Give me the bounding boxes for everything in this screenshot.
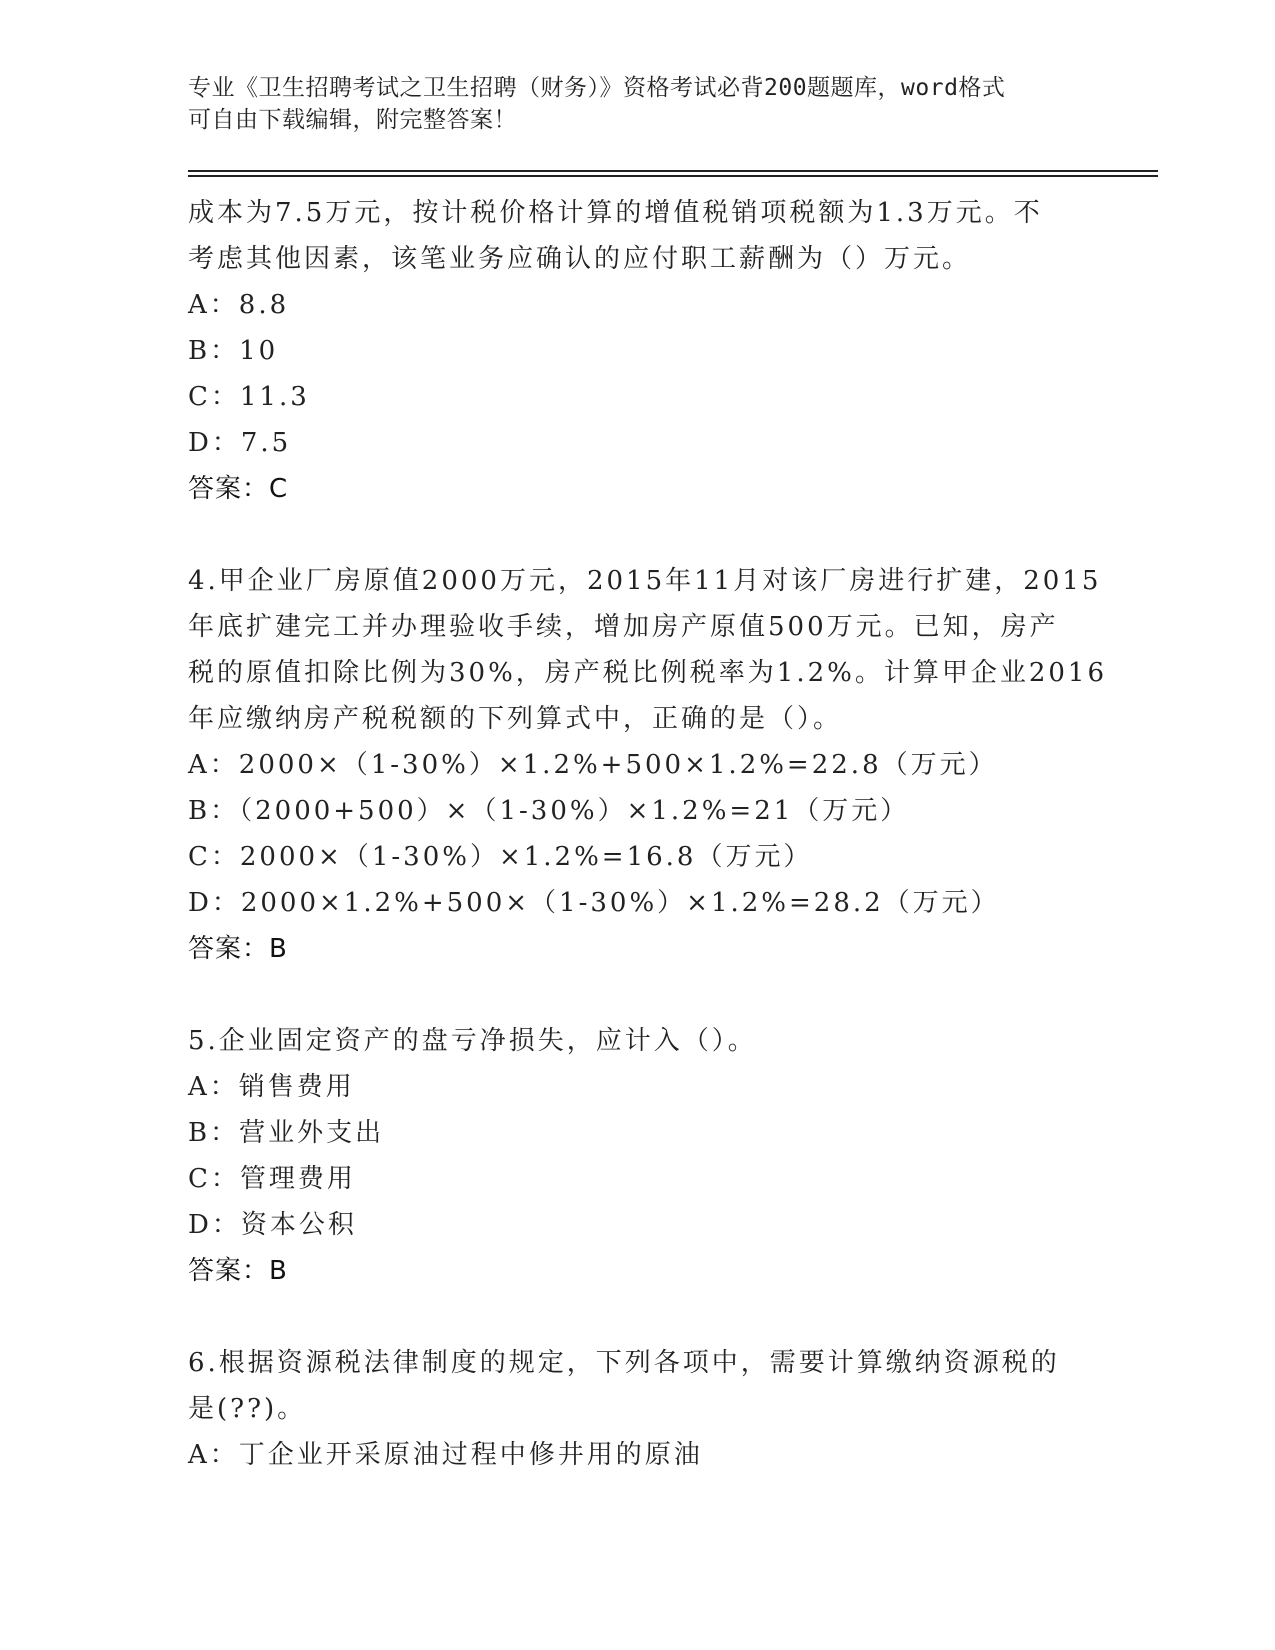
question-5 <box>188 1018 1088 1294</box>
answer-label: 答案：C <box>188 474 289 504</box>
question-3 <box>188 190 1088 512</box>
question-text-line: 考虑其他因素，该笔业务应确认的应付职工薪酬为（）万元。 <box>188 244 972 274</box>
question-list <box>188 190 1108 1478</box>
document-header <box>188 72 1068 136</box>
header-line-2: 可自由下载编辑，附完整答案！ <box>188 107 517 133</box>
option-d: D：2000×1.2%+500×（1-30%）×1.2%=28.2（万元） <box>188 888 1000 918</box>
question-text-line: 是(??)。 <box>188 1394 307 1424</box>
question-text-line: 6.根据资源税法律制度的规定，下列各项中，需要计算缴纳资源税的 <box>188 1348 1060 1378</box>
option-a: A：销售费用 <box>188 1072 355 1102</box>
option-b: B：营业外支出 <box>188 1118 385 1148</box>
question-text-line: 年应缴纳房产税税额的下列算式中，正确的是（）。 <box>188 704 843 734</box>
option-d: D：7.5 <box>188 428 292 458</box>
answer-label: 答案：B <box>188 1256 288 1286</box>
question-text-line: 成本为7.5万元，按计税价格计算的增值税销项税额为1.3万元。不 <box>188 198 1043 228</box>
question-6 <box>188 1340 1088 1478</box>
option-d: D：资本公积 <box>188 1210 357 1240</box>
question-text-line: 5.企业固定资产的盘亏净损失，应计入（）。 <box>188 1026 757 1056</box>
question-text-line: 年底扩建完工并办理验收手续，增加房产原值500万元。已知，房产 <box>188 612 1059 642</box>
option-a: A：8.8 <box>188 290 290 320</box>
header-line-1: 专业《卫生招聘考试之卫生招聘（财务）》资格考试必背200题题库，word格式 <box>188 75 1006 101</box>
header-rule-top <box>188 170 1158 172</box>
option-a: A：丁企业开采原油过程中修井用的原油 <box>188 1440 703 1470</box>
option-c: C：2000×（1-30%）×1.2%=16.8（万元） <box>188 842 813 872</box>
header-rule-bottom <box>188 175 1158 177</box>
option-a: A：2000×（1-30%）×1.2%+500×1.2%=22.8（万元） <box>188 750 998 780</box>
question-4 <box>188 558 1108 972</box>
option-c: C：11.3 <box>188 382 310 412</box>
option-b: B：10 <box>188 336 279 366</box>
question-text-line: 4.甲企业厂房原值2000万元，2015年11月对该厂房进行扩建，2015 <box>188 566 1102 596</box>
question-text-line: 税的原值扣除比例为30%，房产税比例税率为1.2%。计算甲企业2016 <box>188 658 1108 688</box>
answer-label: 答案：B <box>188 934 288 964</box>
option-c: C：管理费用 <box>188 1164 356 1194</box>
option-b: B：（2000+500）×（1-30%）×1.2%=21（万元） <box>188 796 910 826</box>
